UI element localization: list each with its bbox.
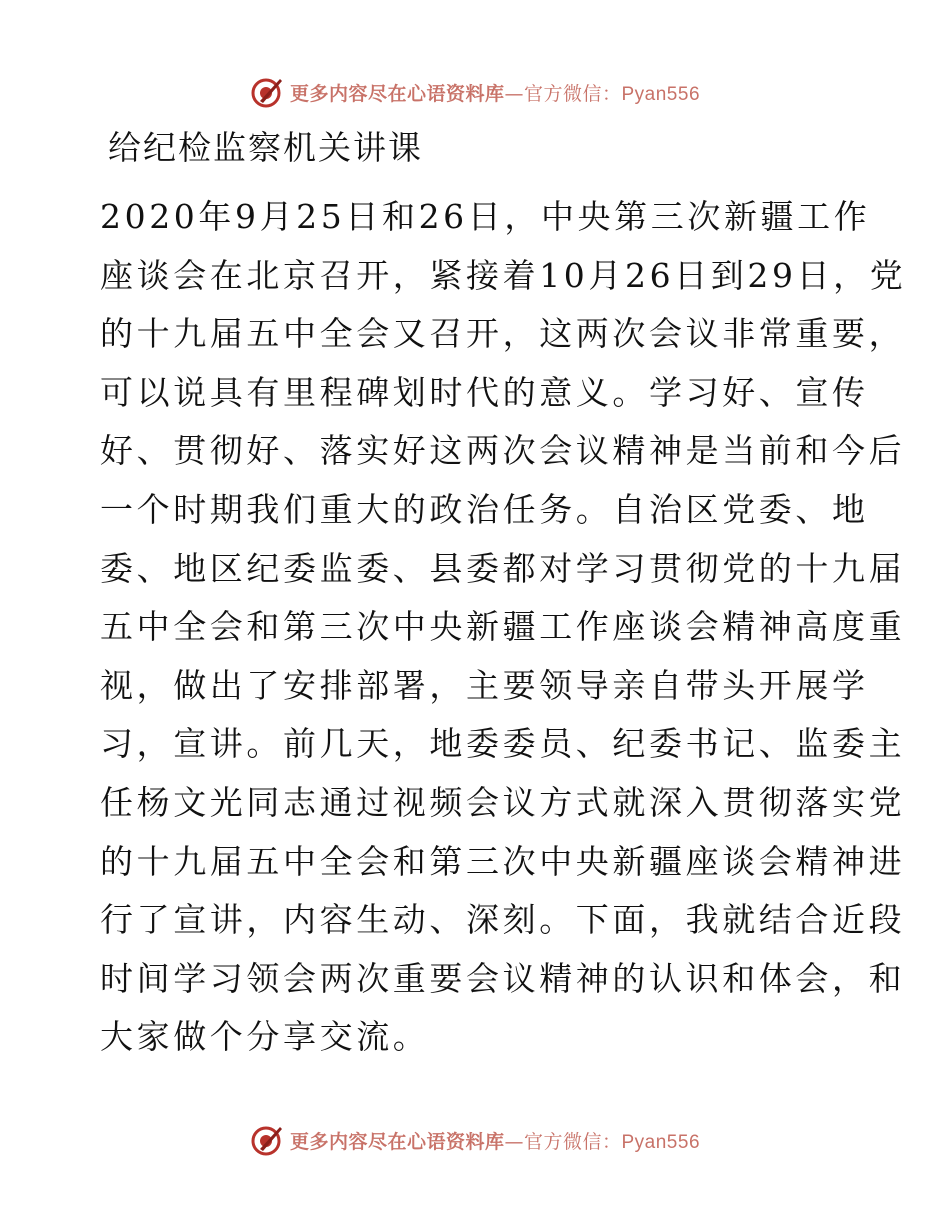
body-line: 大家做个分享交流。 [100,1017,430,1057]
body-line: 五中全会和第三次中央新疆工作座谈会精神高度重 [100,607,906,647]
watermark-label: 官方微信： [523,1130,622,1153]
watermark-dash: — [504,1130,524,1153]
watermark-label: 官方微信： [523,82,622,105]
red-quill-seal-icon [250,1123,284,1157]
body-line: 可以说具有里程碑划时代的意义。学习好、宣传 [100,372,869,412]
watermark-handle: Pyan556 [621,1131,701,1153]
document-body [100,188,907,1067]
body-line: 的十九届五中全会和第三次中央新疆座谈会精神进 [100,841,906,881]
body-line: 任杨文光同志通过视频会议方式就深入贯彻落实党 [100,782,906,822]
body-line: 好、贯彻好、落实好这两次会议精神是当前和今后 [100,431,906,471]
watermark-brand: 更多内容尽在心语资料库 [289,1130,505,1153]
watermark-handle: Pyan556 [621,83,701,105]
watermark-text [290,79,700,106]
watermark-brand: 更多内容尽在心语资料库 [289,82,505,105]
document-title: 给纪检监察机关讲课 [108,128,423,167]
red-quill-seal-icon [250,75,284,109]
body-line: 2020年9月25日和26日，中央第三次新疆工作 [100,197,871,236]
watermark-dash: — [504,82,524,105]
body-line: 时间学习领会两次重要会议精神的认识和体会，和 [100,958,906,998]
body-line: 习，宣讲。前几天，地委委员、纪委书记、监委主 [100,724,906,764]
body-line: 的十九届五中全会又召开，这两次会议非常重要， [100,314,906,354]
watermark-text [290,1127,700,1154]
body-line: 一个时期我们重大的政治任务。自治区党委、地 [100,489,869,529]
body-line: 视，做出了安排部署，主要领导亲自带头开展学 [100,665,869,705]
body-line: 座谈会在北京召开，紧接着10月26日到29日，党 [100,255,907,295]
body-line: 委、地区纪委监委、县委都对学习贯彻党的十九届 [100,548,906,588]
header-watermark [0,70,950,114]
footer-watermark [0,1118,950,1162]
body-line: 行了宣讲，内容生动、深刻。下面，我就结合近段 [100,900,906,940]
